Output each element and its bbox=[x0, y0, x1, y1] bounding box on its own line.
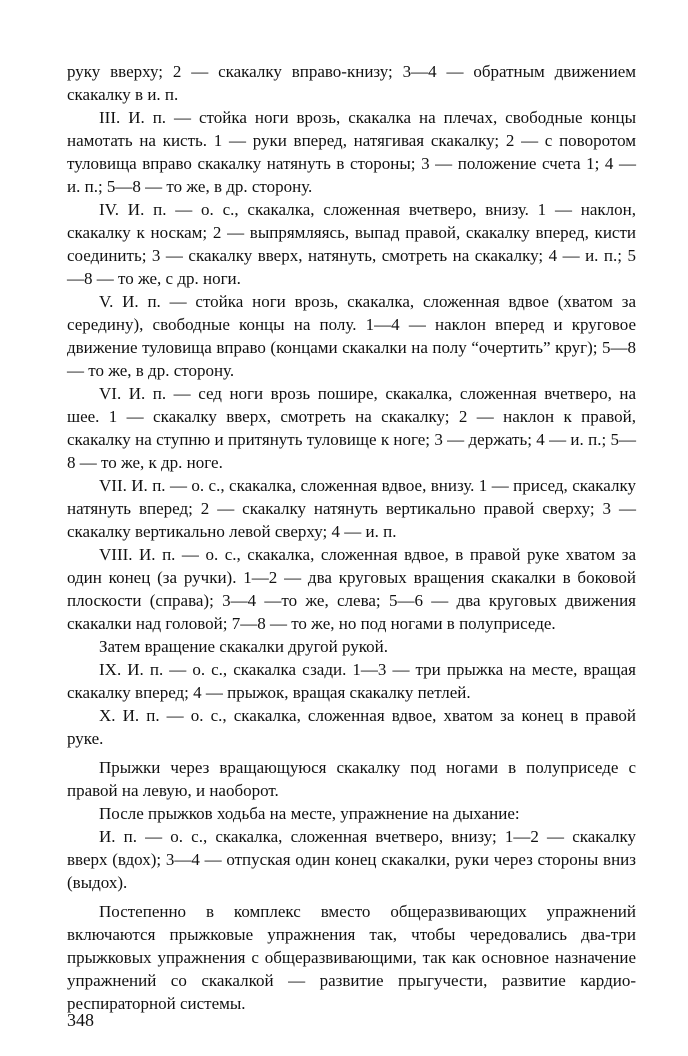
paragraph: После прыжков ходьба на месте, упражнение на дыхание: bbox=[99, 804, 520, 823]
paragraph: Затем вращение скакалки другой рукой. bbox=[99, 637, 389, 656]
paragraph: X. И. п. — о. с., скакалка, сложенная вдвое, хватом за конец в правой руке. bbox=[67, 706, 636, 748]
paragraph: IV. И. п. — о. с., скакалка, сложенная вчетверо, внизу. 1 — наклон, скакалку к носкам; 2 — выпрямляясь, выпад правой, скакалку вперед, кисти соединить; 3 — скакалку вверх, натянуть, смотреть на скакалку; 4 — и. п.; 5—8 — то же, с др. ноги. bbox=[67, 200, 636, 288]
paragraph: III. И. п. — стойка ноги врозь, скакалка на плечах, свободные концы намотать на кисть. 1 — руки вперед, натягивая скакалку; 2 — с поворотом туловища вправо скакалку натянуть в стороны; 3 — положение счета 1; 4 — и. п.; 5—8 — то же, в др. сторону. bbox=[67, 108, 636, 196]
page-text bbox=[67, 60, 636, 1015]
paragraph: VIII. И. п. — о. с., скакалка, сложенная вдвое, в правой руке хватом за один конец (за ручки). 1—2 — два круговых вращения скакалки в боковой плоскости (справа); 3—4 —то же, слева; 5—6 — два круговых движения скакалки над головой; 7—8 — то же, но под ногами в полуприседе. bbox=[67, 545, 636, 633]
page-number: 348 bbox=[67, 1010, 94, 1030]
paragraph: Постепенно в комплекс вместо общеразвивающих упражнений включаются прыжковые упражнения так, чтобы чередовались два-три прыжковых упражнения с общеразвивающими, так как основное назначение упражнений со скакалкой — развитие прыгучести, развитие кардио-респираторной системы. bbox=[67, 902, 636, 1013]
paragraph: IX. И. п. — о. с., скакалка сзади. 1—3 — три прыжка на месте, вращая скакалку вперед; 4 — прыжок, вращая скакалку петлей. bbox=[67, 660, 636, 702]
paragraph: VI. И. п. — сед ноги врозь пошире, скакалка, сложенная вчетверо, на шее. 1 — скакалку вверх, смотреть на скакалку; 2 — наклон к правой, скакалку на ступню и притянуть туловище к ноге; 3 — держать; 4 — и. п.; 5—8 — то же, к др. ноге. bbox=[67, 384, 636, 472]
paragraph: V. И. п. — стойка ноги врозь, скакалка, сложенная вдвое (хватом за середину), свободные концы на полу. 1—4 — наклон вперед и круговое движение туловища вправо (концами скакалки на полу “очертить” круг); 5—8 — то же, в др. сторону. bbox=[67, 292, 636, 380]
paragraph: руку вверху; 2 — скакалку вправо-книзу; 3—4 — обратным движением скакалку в и. п. bbox=[67, 62, 636, 104]
paragraph: И. п. — о. с., скакалка, сложенная вчетверо, внизу; 1—2 — скакалку вверх (вдох); 3—4 — отпуская один конец скакалки, руки через стороны вниз (выдох). bbox=[67, 827, 636, 892]
paragraph: Прыжки через вращающуюся скакалку под ногами в полуприседе с правой на левую, и наоборот. bbox=[67, 758, 636, 800]
paragraph: VII. И. п. — о. с., скакалка, сложенная вдвое, внизу. 1 — присед, скакалку натянуть вперед; 2 — скакалку натянуть вертикально правой сверху; 3 — скакалку вертикально левой сверху; 4 — и. п. bbox=[67, 476, 636, 541]
